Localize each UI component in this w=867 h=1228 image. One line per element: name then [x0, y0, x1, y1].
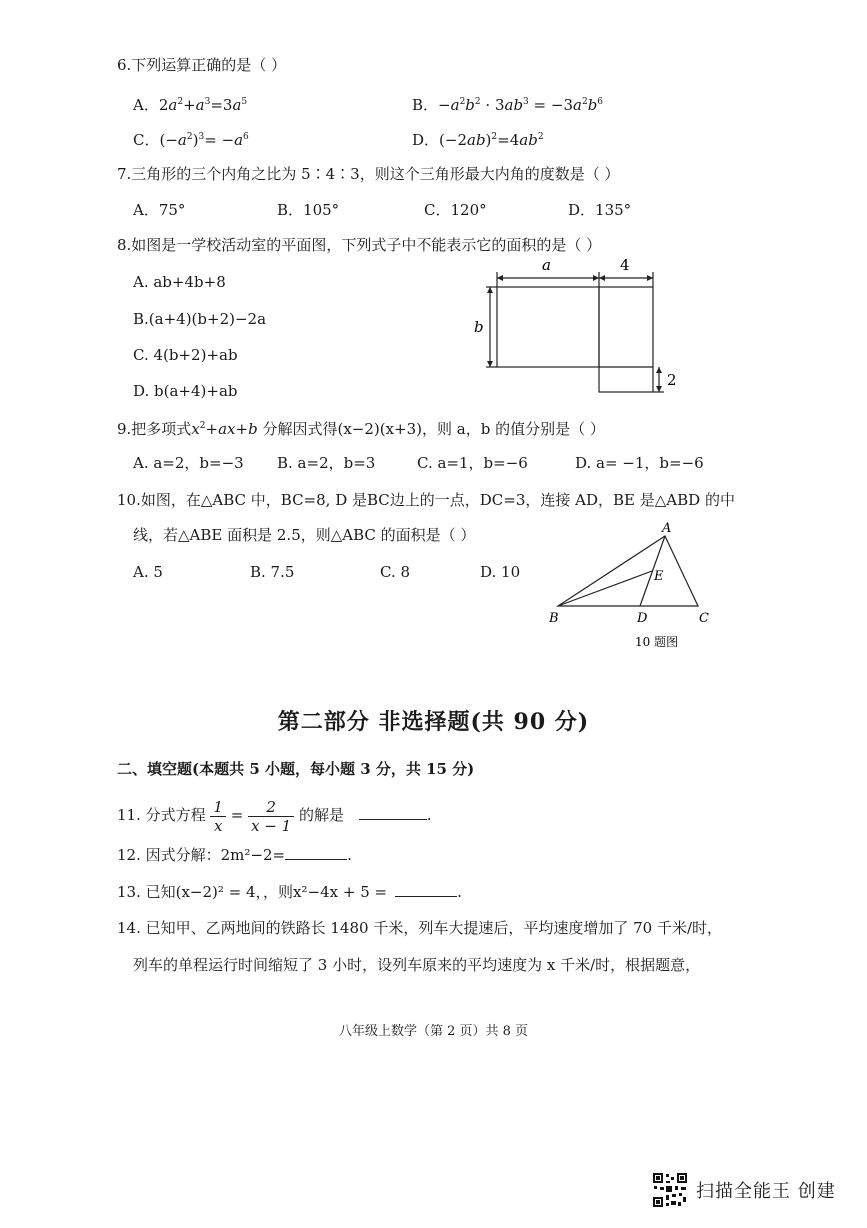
q10-fig-label-A: A: [662, 521, 672, 536]
q10-fig-label-C: C: [699, 611, 709, 626]
q10-option-d: D. 10: [480, 563, 521, 581]
q6-c-label: C．: [133, 131, 160, 149]
q6-option-d: D．$(-2ab)^2=4ab^2$: [412, 131, 544, 149]
q11-pre: 11. 分式方程: [117, 806, 206, 824]
q6-d-label: D．: [412, 131, 440, 149]
q6-option-b: B．$-a^2b^2 \cdot 3ab^3 = -3a^2b^6$: [412, 96, 604, 114]
q6-option-a: A．$2a^2+a^3=3a^5$: [133, 96, 248, 114]
q13-answer-blank[interactable]: [395, 882, 457, 897]
q7-option-b: B．105°: [277, 201, 340, 219]
q8-option-c: C. 4(b+2)+ab: [133, 346, 238, 364]
q10-fig-caption: 10 题图: [635, 635, 679, 649]
q7-option-a: A．75°: [133, 201, 186, 219]
q10-fig-label-B: B: [549, 611, 559, 626]
q8-fig-label-a: a: [542, 256, 551, 274]
q8-option-b: B.(a+4)(b+2)−2a: [133, 310, 267, 328]
q9-option-b: B. a=2，b=3: [277, 454, 376, 472]
q11-fraction-2: [248, 798, 294, 835]
q14-line2: 列车的单程运行时间缩短了 3 小时，设列车原来的平均速度为 x 千米/时，根据题意，: [133, 956, 701, 974]
fill-blank-heading: 二、填空题(本题共 5 小题，每小题 3 分，共 15 分): [117, 760, 475, 778]
q10-fig-label-D: D: [637, 611, 648, 626]
q11-line: [117, 795, 432, 835]
q9-stem: 9.把多项式$x^2+ax+b$ 分解因式得(x−2)(x+3)，则 a，b 的值分别是（ ）: [117, 420, 605, 438]
scanner-brand-text: 扫描全能王 创建: [696, 1181, 836, 1202]
q10-stem-line1: 10.如图，在△ABC 中，BC=8, D 是BC边上的一点，DC=3，连接 AD，BE 是△ABD 的中: [117, 491, 735, 509]
q7-option-d: D．135°: [568, 201, 632, 219]
q11-frac1-num: 1: [210, 798, 226, 817]
q6-stem: 6.下列运算正确的是（ ）: [117, 56, 287, 74]
q10-option-c: C. 8: [380, 563, 411, 581]
q13-end: .: [457, 883, 462, 901]
q7-stem: 7.三角形的三个内角之比为 5∶4∶3，则这个三角形最大内角的度数是（ ）: [117, 165, 620, 183]
page-footer: 八年级上数学（第 2 页）共 8 页: [338, 1024, 529, 1039]
q9-stem-pre: 9.把多项式: [117, 420, 192, 438]
q10-fig-label-E: E: [654, 569, 664, 584]
q11-answer-blank[interactable]: [359, 805, 427, 820]
q9-option-d: D. a= −1，b=−6: [575, 454, 704, 472]
q13-pre: 13. 已知(x−2)² = 4，，则x²−4x + 5 =: [117, 883, 388, 901]
q10-option-a: A. 5: [133, 563, 163, 581]
q12-answer-blank[interactable]: [285, 845, 347, 860]
q12-line: [117, 845, 352, 865]
q14-line1: 14. 已知甲、乙两地间的铁路长 1480 千米，列车大提速后，平均速度增加了 70 千米/时，: [117, 919, 723, 937]
q11-end: .: [426, 806, 432, 824]
q11-frac1-den: x: [213, 816, 223, 835]
q7-option-c: C．120°: [424, 201, 487, 219]
q10-stem-line2: 线，若△ABE 面积是 2.5，则△ABC 的面积是（ ）: [133, 526, 476, 544]
q8-fig-label-2: 2: [667, 371, 677, 389]
q9-stem-post: 分解因式得(x−2)(x+3)，则 a，b 的值分别是（ ）: [262, 420, 605, 438]
q11-eq: =: [230, 806, 244, 824]
q11-post: 的解是: [298, 806, 344, 824]
q9-option-c: C. a=1，b=−6: [417, 454, 528, 472]
section-title: 第二部分 非选择题(共 90 分): [277, 709, 590, 735]
q8-option-d: D. b(a+4)+ab: [133, 382, 238, 400]
q11-frac2-den: x − 1: [251, 816, 292, 835]
q8-option-a: A. ab+4b+8: [133, 273, 226, 291]
q11-frac2-num: 2: [248, 798, 294, 817]
q6-a-label: A．: [133, 96, 159, 114]
q12-pre: 12. 因式分解：2m²−2=: [117, 846, 286, 864]
q6-option-c: C．$(-a^2)^3= -a^6$: [133, 131, 249, 149]
scanner-watermark: [652, 1172, 836, 1208]
q8-stem: 8.如图是一学校活动室的平面图，下列式子中不能表示它的面积的是（ ）: [117, 236, 602, 254]
q8-floorplan-figure: [470, 252, 690, 402]
q6-b-label: B．: [412, 96, 439, 114]
q9-option-a: A. a=2，b=−3: [133, 454, 244, 472]
q13-line: [117, 882, 462, 902]
q8-fig-label-4: 4: [620, 256, 630, 274]
q10-option-b: B. 7.5: [250, 563, 295, 581]
q8-fig-label-b: b: [474, 318, 484, 336]
qr-code-icon: [652, 1172, 688, 1208]
q12-end: .: [347, 846, 352, 864]
q11-fraction-1: [210, 798, 226, 835]
q10-triangle-figure: [540, 518, 720, 653]
